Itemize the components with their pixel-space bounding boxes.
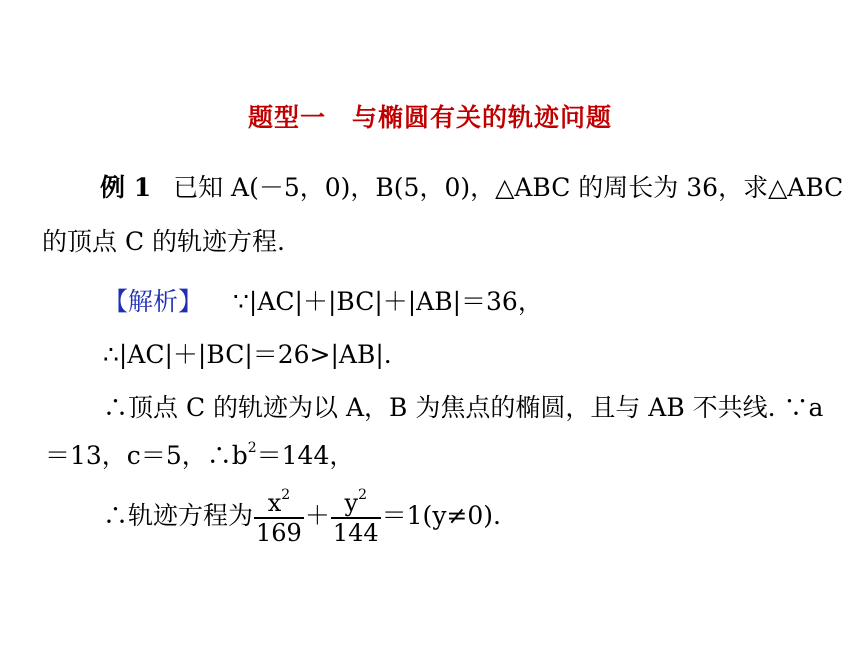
example-text-2: 的顶点 C 的轨迹方程. bbox=[42, 227, 285, 256]
solution-line-5 bbox=[103, 488, 501, 547]
solution-text-4a: ＝13，c＝5，∴b bbox=[45, 441, 248, 470]
fraction-y-denominator: 144 bbox=[332, 518, 379, 547]
plus-sign: ＋ bbox=[304, 501, 330, 530]
fraction-x-numerator: $x^2$ bbox=[254, 489, 304, 519]
solution-text-3: ∴顶点 C 的轨迹为以 A，B 为焦点的椭圆，且与 AB 不共线. ∵a bbox=[103, 393, 824, 422]
example-text-1: 已知 A(－5，0)，B(5，0)，△ABC 的周长为 36，求△ABC bbox=[173, 173, 844, 202]
solution-text-1: ∵|AC|＋|BC|＋|AB|＝36， bbox=[233, 287, 543, 316]
solution-line-1 bbox=[103, 286, 543, 318]
solution-line-3 bbox=[103, 392, 823, 424]
title-topic-name: 与椭圆有关的轨迹问题 bbox=[352, 103, 613, 132]
slide-title bbox=[0, 98, 860, 134]
example-line-2 bbox=[42, 226, 285, 258]
solution-line-4 bbox=[45, 440, 354, 472]
title-topic-number: 题型一 bbox=[247, 103, 326, 132]
fraction-x bbox=[254, 486, 304, 547]
solution-text-4b: ＝144， bbox=[256, 441, 355, 470]
exponent: 2 bbox=[247, 440, 257, 456]
example-line-1 bbox=[100, 172, 843, 204]
solution-text-5b: ＝1(y≠0). bbox=[381, 501, 501, 530]
fraction-y bbox=[331, 486, 381, 547]
fraction-y-numerator: $y^2$ bbox=[331, 489, 381, 519]
example-label: 例 1 bbox=[100, 173, 152, 202]
solution-tag: 【解析】 bbox=[103, 287, 204, 316]
solution-text-2: ∴|AC|＋|BC|＝26>|AB|. bbox=[103, 340, 392, 369]
fraction-x-denominator: 169 bbox=[256, 518, 302, 547]
solution-line-2 bbox=[103, 339, 392, 371]
solution-text-5a: ∴轨迹方程为 bbox=[103, 501, 254, 530]
